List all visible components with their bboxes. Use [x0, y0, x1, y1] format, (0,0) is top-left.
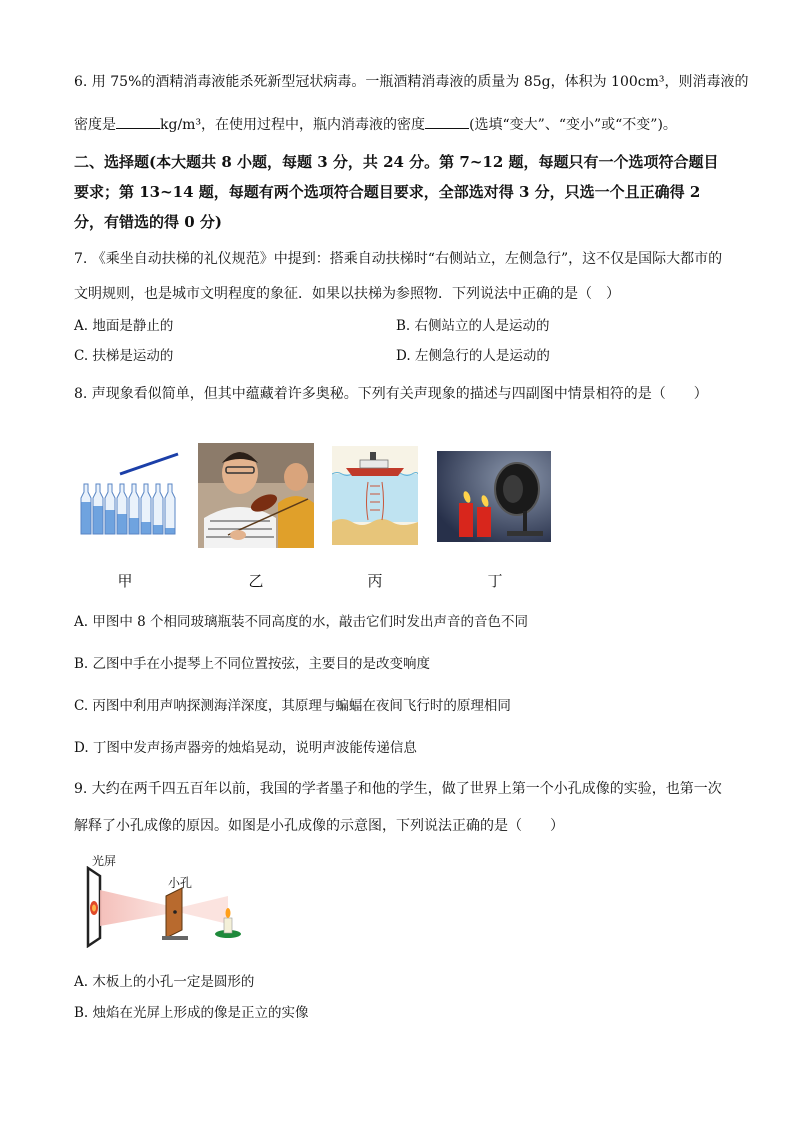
- speaker-candle-photo: [437, 451, 551, 542]
- q9-option-b: B. 烛焰在光屏上形成的像是正立的实像: [74, 1005, 309, 1021]
- q9-line1: 9. 大约在两千四五百年以前，我国的学者墨子和他的学生，做了世界上第一个小孔成像的实验，也第一次: [74, 781, 722, 797]
- q9-option-a: A. 木板上的小孔一定是圆形的: [74, 974, 255, 990]
- pinhole-diagram: [78, 866, 248, 948]
- caption-jia: 甲: [117, 572, 133, 590]
- q8-option-a: A. 甲图中 8 个相同玻璃瓶装不同高度的水，敲击它们时发出声音的音色不同: [74, 614, 529, 630]
- q7-option-a: A. 地面是静止的: [74, 318, 174, 334]
- caption-bing: 丙: [367, 572, 383, 590]
- violin-photo: [198, 443, 314, 548]
- label-hole: 小孔: [168, 876, 193, 890]
- q9-line2: 解释了小孔成像的原因。如图是小孔成像的示意图，下列说法正确的是（ ）: [74, 818, 564, 834]
- q7-option-d: D. 左侧急行的人是运动的: [396, 348, 550, 364]
- q7-option-c: C. 扶梯是运动的: [74, 348, 174, 364]
- label-screen: 光屏: [92, 854, 117, 868]
- q7-option-b: B. 右侧站立的人是运动的: [396, 318, 550, 334]
- q8-line1: 8. 声现象看似简单，但其中蕴藏着许多奥秘。下列有关声现象的描述与四副图中情景相符的是（ ）: [74, 386, 708, 402]
- q6-line1: 6. 用 75%的酒精消毒液能杀死新型冠状病毒。一瓶酒精消毒液的质量为 85g，体积为 100cm³，则消毒液的: [74, 74, 749, 90]
- q6-line2: [74, 114, 677, 135]
- q8-option-c: C. 丙图中利用声呐探测海洋深度，其原理与蝙蝠在夜间飞行时的原理相同: [74, 698, 511, 714]
- q6-text-c: (选填“变大”、“变小”或“不变”)。: [469, 117, 677, 133]
- sonar-figure: [332, 446, 418, 545]
- caption-yi: 乙: [248, 572, 264, 590]
- q8-option-b: B. 乙图中手在小提琴上不同位置按弦，主要目的是改变响度: [74, 656, 431, 672]
- section2-line3: 分，有错选的得 0 分): [74, 213, 222, 231]
- section2-line2: 要求；第 13~14 题，每题有两个选项符合题目要求，全部选对得 3 分，只选一个且正确得 2: [74, 183, 701, 201]
- q7-line2: 文明规则，也是城市文明程度的象征．如果以扶梯为参照物．下列说法中正确的是（ ）: [74, 286, 620, 302]
- bottles-figure: [80, 448, 180, 540]
- q6-text-a: 密度是: [74, 117, 116, 133]
- q7-line1: 7. 《乘坐自动扶梯的礼仪规范》中提到：搭乘自动扶梯时“右侧站立，左侧急行”，这不仅是国际大都市的: [74, 251, 723, 267]
- q6-blank-change: [425, 114, 469, 129]
- q6-text-b: kg/m³，在使用过程中，瓶内消毒液的密度: [160, 117, 426, 133]
- q6-blank-density: [116, 114, 160, 129]
- q8-option-d: D. 丁图中发声扬声器旁的烛焰晃动，说明声波能传递信息: [74, 740, 417, 756]
- section2-line1: 二、选择题(本大题共 8 小题，每题 3 分，共 24 分。第 7~12 题，每题只有一个选项符合题目: [74, 153, 719, 171]
- caption-ding: 丁: [487, 572, 503, 590]
